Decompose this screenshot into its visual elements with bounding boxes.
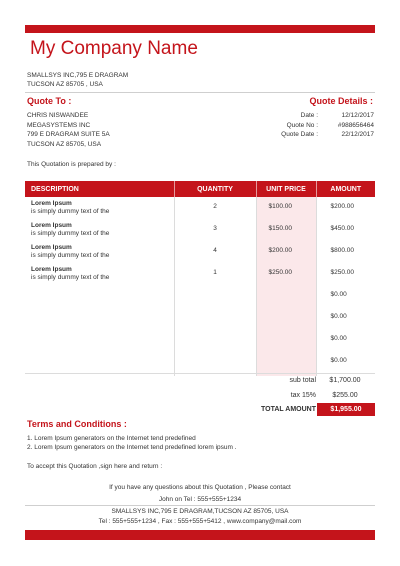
item-amount: $800.00 (330, 247, 354, 254)
description-cell (25, 197, 174, 219)
company-address-line2: TUCSON AZ 85705 , USA (27, 81, 103, 88)
bottom-accent-bar (25, 530, 375, 540)
item-unit-price: $200.00 (268, 247, 292, 254)
item-description: is simply dummy text of the (31, 230, 110, 237)
items-table (25, 181, 375, 376)
item-name: Lorem Ipsum (31, 200, 72, 207)
description-cell (25, 307, 174, 329)
item-quantity: 4 (213, 247, 217, 254)
item-amount-cell (316, 351, 375, 373)
item-amount-cell (316, 197, 375, 219)
header-amount: AMOUNT (316, 181, 375, 197)
item-unit-price-cell (256, 263, 316, 285)
date-label: Date : (300, 112, 318, 119)
item-amount-cell (316, 219, 375, 241)
item-unit-price-cell (256, 307, 316, 329)
item-unit-price (257, 329, 316, 335)
item-unit-price-cell (256, 329, 316, 351)
item-name (25, 307, 174, 310)
tax-value: $255.00 (332, 392, 358, 399)
subtotal-label: sub total (289, 377, 316, 384)
item-description: is simply dummy text of the (31, 208, 110, 215)
item-unit-price (257, 307, 316, 313)
item-unit-price-cell (256, 351, 316, 373)
quote-no-value: #988656464 (337, 122, 374, 129)
item-unit-price: $100.00 (268, 203, 292, 210)
table-row (25, 285, 375, 307)
table-bottom-border (25, 373, 375, 374)
prepared-by-text: This Quotation is prepared by : (27, 161, 116, 168)
item-description: is simply dummy text of the (31, 252, 110, 259)
item-name: Lorem Ipsum (31, 222, 72, 229)
top-accent-bar (25, 25, 375, 33)
item-unit-price-cell (256, 285, 316, 307)
terms-heading: Terms and Conditions : (27, 419, 127, 429)
item-quantity (175, 307, 256, 313)
item-unit-price: $150.00 (268, 225, 292, 232)
description-cell (25, 219, 174, 241)
item-quantity-cell (174, 197, 256, 219)
item-amount-cell (316, 285, 375, 307)
total-amount-box (317, 403, 375, 416)
quote-to-line: 799 E DRAGRAM SUITE 5A (27, 131, 110, 138)
accept-text: To accept this Quotation ,sign here and return : (27, 463, 163, 470)
item-unit-price (257, 351, 316, 357)
item-quantity-cell (174, 329, 256, 351)
item-quantity (175, 329, 256, 335)
subtotal-value: $1,700.00 (329, 377, 361, 384)
contact-line-1: If you have any questions about this Quotation , Please contact (109, 484, 291, 491)
footer-divider (25, 505, 375, 506)
item-quantity (175, 285, 256, 291)
terms-line-2: 2. Lorem Ipsum generators on the Internet tend predefined lorem ipsum . (27, 444, 237, 451)
table-row (25, 329, 375, 351)
item-quantity: 3 (213, 225, 217, 232)
item-amount-cell (316, 263, 375, 285)
description-cell (25, 329, 174, 351)
item-quantity: 2 (213, 203, 217, 210)
terms-line-1: 1. Lorem Ipsum generators on the Internet tend predefined (27, 435, 196, 442)
table-row (25, 263, 375, 285)
item-amount: $0.00 (330, 335, 347, 342)
item-quantity-cell (174, 307, 256, 329)
item-amount: $0.00 (330, 291, 347, 298)
item-amount: $200.00 (330, 203, 354, 210)
item-name (25, 351, 174, 354)
total-amount-label: TOTAL AMOUNT (261, 406, 316, 413)
footer-address: SMALLSYS INC,795 E DRAGRAM,TUCSON AZ 85705, USA (111, 508, 289, 515)
description-cell (25, 263, 174, 285)
description-cell (25, 285, 174, 307)
quote-to-line: CHRIS NISWANDEE (27, 112, 89, 119)
item-description: is simply dummy text of the (31, 274, 110, 281)
company-address-line1: SMALLSYS INC,795 E DRAGRAM (27, 72, 129, 79)
quote-to-line: MEGASYSTEMS INC (27, 122, 91, 129)
item-amount: $450.00 (330, 225, 354, 232)
footer-contact: Tel : 555+555+1234 , Fax : 555+555+5412 , www.company@mail.com (98, 518, 302, 525)
quote-details-heading: Quote Details : (309, 96, 373, 106)
company-name: My Company Name (30, 38, 198, 59)
item-name (25, 285, 174, 288)
item-amount-cell (316, 329, 375, 351)
item-amount: $250.00 (330, 269, 354, 276)
item-quantity (175, 351, 256, 357)
description-cell (25, 241, 174, 263)
item-unit-price-cell (256, 197, 316, 219)
item-quantity-cell (174, 285, 256, 307)
quote-no-label: Quote No : (286, 122, 318, 129)
quote-date-label: Quote Date : (281, 131, 318, 138)
item-quantity-cell (174, 263, 256, 285)
item-quantity: 1 (213, 269, 217, 276)
item-amount: $0.00 (330, 357, 347, 364)
item-name (25, 329, 174, 332)
item-amount-cell (316, 307, 375, 329)
table-row (25, 197, 375, 219)
quote-date-value: 22/12/2017 (341, 131, 374, 138)
divider (25, 92, 375, 93)
header-unit-price: UNIT PRICE (256, 181, 316, 197)
tax-label: tax 15% (290, 392, 316, 399)
item-quantity-cell (174, 351, 256, 373)
table-row (25, 241, 375, 263)
item-name: Lorem Ipsum (31, 266, 72, 273)
item-unit-price: $250.00 (268, 269, 292, 276)
item-unit-price-cell (256, 241, 316, 263)
item-unit-price-cell (256, 219, 316, 241)
quote-to-line: TUCSON AZ 85705, USA (27, 141, 102, 148)
item-name: Lorem Ipsum (31, 244, 72, 251)
total-amount-value: $1,955.00 (330, 406, 362, 413)
item-amount-cell (316, 241, 375, 263)
item-unit-price (257, 285, 316, 291)
item-quantity-cell (174, 219, 256, 241)
quote-to-heading: Quote To : (27, 96, 72, 106)
contact-line-2: John on Tel : 555+555+1234 (158, 496, 242, 503)
date-value: 12/12/2017 (341, 112, 374, 119)
item-quantity-cell (174, 241, 256, 263)
description-cell (25, 351, 174, 373)
header-quantity: QUANTITY (174, 181, 256, 197)
table-row (25, 219, 375, 241)
item-amount: $0.00 (330, 313, 347, 320)
header-description: DESCRIPTION (25, 181, 174, 197)
table-row (25, 307, 375, 329)
table-row (25, 351, 375, 373)
